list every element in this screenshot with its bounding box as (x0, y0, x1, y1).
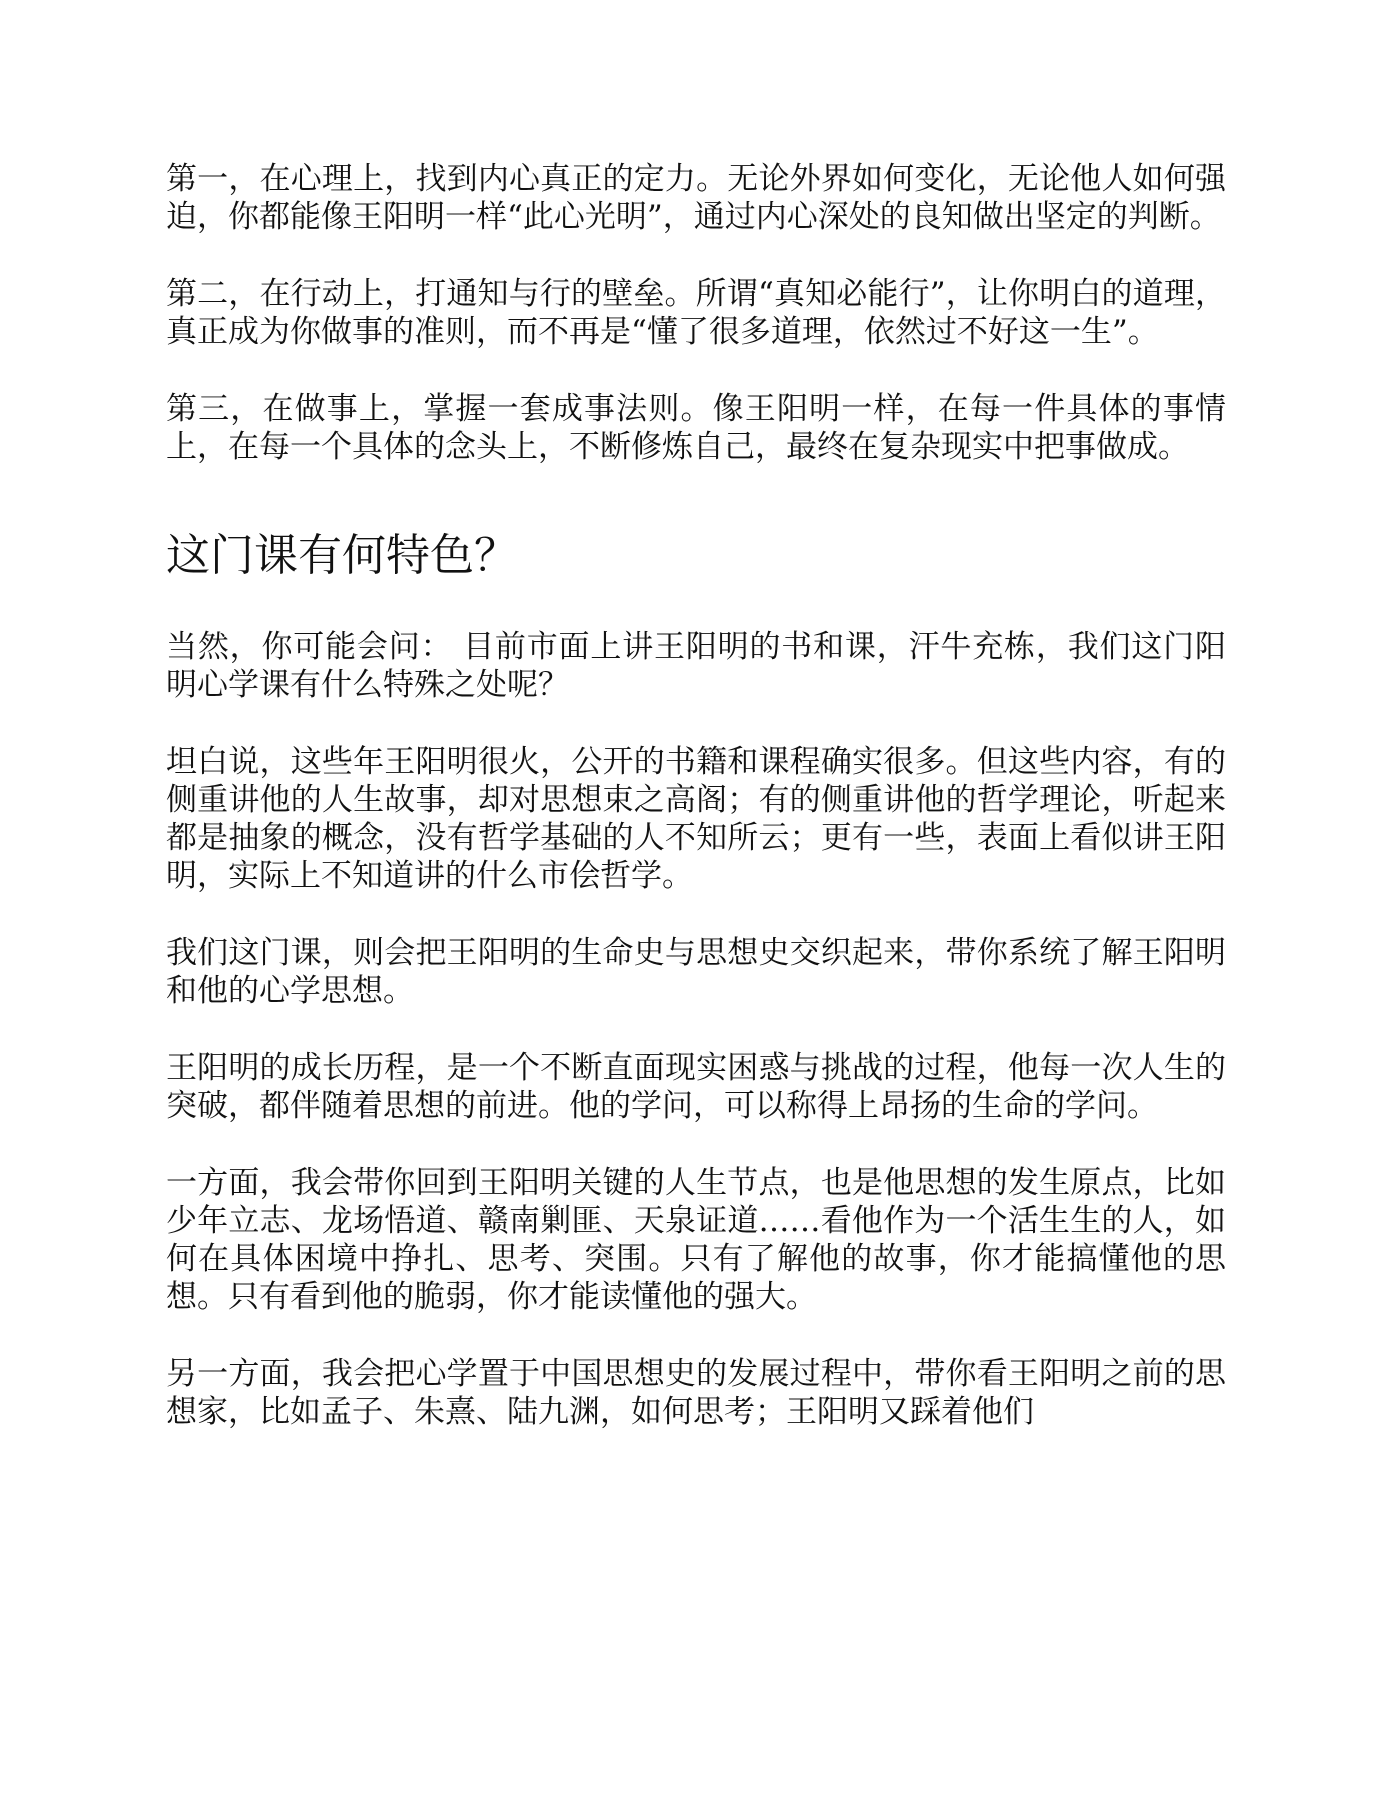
section-heading: 这门课有何特色？ (166, 530, 518, 581)
paragraph-first-point: 第一，在心理上，找到内心真正的定力。无论外界如何变化，无论他人如何强迫，你都能像王阳明一样“此心光明”，通过内心深处的良知做出坚定的判断。 (166, 161, 1226, 235)
paragraph-on-one-hand: 一方面，我会带你回到王阳明关键的人生节点，也是他思想的发生原点，比如少年立志、龙场悟道、赣南剿匪、天泉证道……看他作为一个活生生的人，如何在具体困境中挣扎、思考、突围。只有了解他的故事，你才能搞懂他的思想。只有看到他的脆弱，你才能读懂他的强大。 (166, 1165, 1226, 1315)
paragraph-frankly: 坦白说，这些年王阳明很火，公开的书籍和课程确实很多。但这些内容，有的侧重讲他的人生故事，却对思想束之高阁；有的侧重讲他的哲学理论，听起来都是抽象的概念，没有哲学基础的人不知所云；更有一些，表面上看似讲王阳明，实际上不知道讲的什么市侩哲学。 (166, 744, 1226, 894)
paragraph-on-other-hand: 另一方面，我会把心学置于中国思想史的发展过程中，带你看王阳明之前的思想家，比如孟子、朱熹、陆九渊，如何思考；王阳明又踩着他们 (166, 1356, 1226, 1430)
paragraph-second-point: 第二，在行动上，打通知与行的壁垒。所谓“真知必能行”，让你明白的道理，真正成为你做事的准则，而不再是“懂了很多道理，依然过不好这一生”。 (166, 276, 1226, 350)
paragraph-question: 当然，你可能会问： 目前市面上讲王阳明的书和课，汗牛充栋，我们这门阳明心学课有什么特殊之处呢？ (166, 629, 1226, 703)
paragraph-growth: 王阳明的成长历程，是一个不断直面现实困惑与挑战的过程，他每一次人生的突破，都伴随着思想的前进。他的学问，可以称得上昂扬的生命的学问。 (166, 1050, 1226, 1124)
document-page (166, 160, 1226, 1470)
paragraph-third-point: 第三，在做事上，掌握一套成事法则。像王阳明一样，在每一件具体的事情上，在每一个具体的念头上，不断修炼自己，最终在复杂现实中把事做成。 (166, 391, 1226, 465)
paragraph-our-course: 我们这门课，则会把王阳明的生命史与思想史交织起来，带你系统了解王阳明和他的心学思想。 (166, 935, 1226, 1009)
